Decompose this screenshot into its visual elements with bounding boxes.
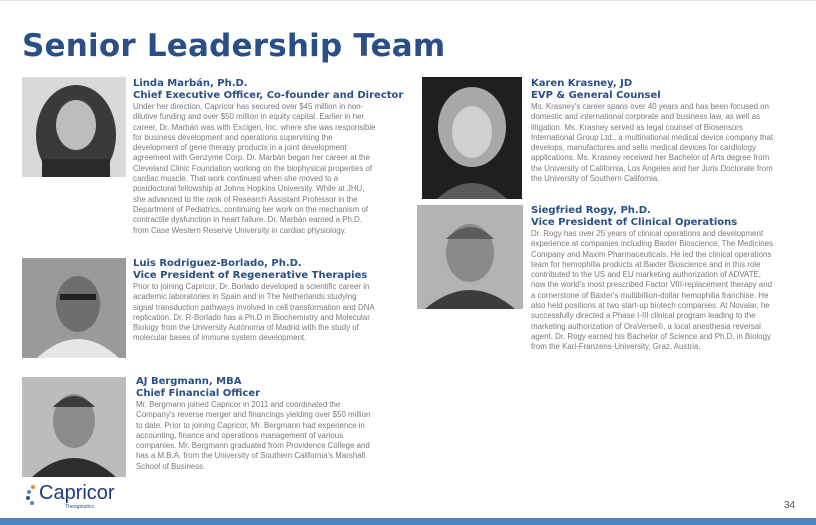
- headshot-photo: [22, 377, 126, 477]
- person-name: Karen Krasney, JD: [531, 78, 633, 89]
- bottom-bar: [0, 518, 816, 525]
- person-bio: Prior to joining Capricor, Dr. Borlado developed a scientific career in academic laboratories in Spain and in The Netherlands studying signal transduction pathways involved in cell transformation and DNA replication. Dr. R-Borlado has a Ph.D in Biochemistry and Molecular Biology from the University Autónoma of Madrid with the study of molecular bases of immune system development.: [133, 282, 375, 343]
- headshot-photo: [22, 258, 126, 358]
- person-name: Linda Marbán, Ph.D.: [133, 78, 248, 89]
- page-number: 34: [784, 500, 796, 511]
- logo-wordmark: Capricor: [39, 482, 115, 504]
- person-name: Siegfried Rogy, Ph.D.: [531, 205, 651, 216]
- person-name: AJ Bergmann, MBA: [136, 376, 242, 387]
- person-role: EVP & General Counsel: [531, 90, 661, 101]
- logo-tagline: Therapeutics: [65, 504, 94, 510]
- headshot-photo: [22, 77, 126, 177]
- person-bio: Under her direction, Capricor has secured over $45 million in non- dilutive funding and over $50 million in equity capital. Earlier in her career, Dr. Marbán was with Excigen, Inc. where she was responsible for business development and operations supervising the development of gene therapy products in a joint development agreement with Genzyme Corp. Dr. Marbán began her career at the Cleveland Clinic Foundation working on the biophysical properties of cardiac muscle. That work continued when she moved to a postdoctoral fellowship at Johns Hopkins University. While at JHU, she advanced to the rank of Research Assistant Professor in the Department of Pediatrics, continuing her work on the mechanism of contractile dysfunction in heart failure. Dr. Marbán earned a Ph.D. from Case Western Reserve University in cardiac physiology.: [133, 102, 376, 235]
- person-bio: Ms. Krasney's career spans over 40 years and has been focused on domestic and international corporate and business law, as well as litigation. Ms. Krasney served as legal counsel of Biosensors International Group Ltd., a multinational medical device company that develops, manufactures and sells medical devices for cardiology applications. Ms. Krasney received her Bachelor of Arts degree from the University of California, Los Angeles and her Juris Doctorate from the University of Southern California.: [531, 102, 774, 184]
- person-role: Vice President of Clinical Operations: [531, 217, 738, 228]
- person-role: Chief Financial Officer: [136, 388, 261, 399]
- capricor-logo: [25, 482, 145, 512]
- person-bio: Mr. Bergmann joined Capricor in 2011 and coordinated the Company's reverse merger and financings yielding over $50 million to date. Prior to joining Capricor, Mr. Bergmann had experience in accounting, finance and operations management of various companies. Mr. Bergmann graduated from Providence College and has a M.B.A. from the University of Southern California's Marshall School of Business.: [136, 400, 371, 471]
- person-name: Luis Rodriguez-Borlado, Ph.D.: [133, 258, 302, 269]
- person-role: Vice President of Regenerative Therapies: [133, 270, 368, 281]
- headshot-photo: [422, 77, 522, 199]
- person-bio: Dr. Rogy has over 25 years of clinical operations and development experience at companies including Baxter Bioscience, The Medicines Company and Maxim Pharmaceuticals. He led the clinical operations team for hemophilia products at Baxter Bioscience and in this role contributed to the US and EU marketing authorization of ADVATE, now the world's most prescribed Factor VIII-replacement therapy and a cornerstone of Baxter's multibillion-dollar hemophilia franchise. He also held positions at two start-up biotech companies. At Novalar, he successfully directed a Phase I-III clinical program leading to the marketing authorization of OraVerse®, a local anesthesia reversal agent. Dr. Rogy earned his Bachelor of Science and Ph.D. in Biology from the Karl-Franzens-University, Graz, Austria.: [531, 229, 773, 352]
- top-divider: [0, 0, 816, 1]
- person-role: Chief Executive Officer, Co-founder and Director: [133, 90, 404, 101]
- headshot-photo: [417, 205, 523, 309]
- page-title: Senior Leadership Team: [22, 28, 446, 64]
